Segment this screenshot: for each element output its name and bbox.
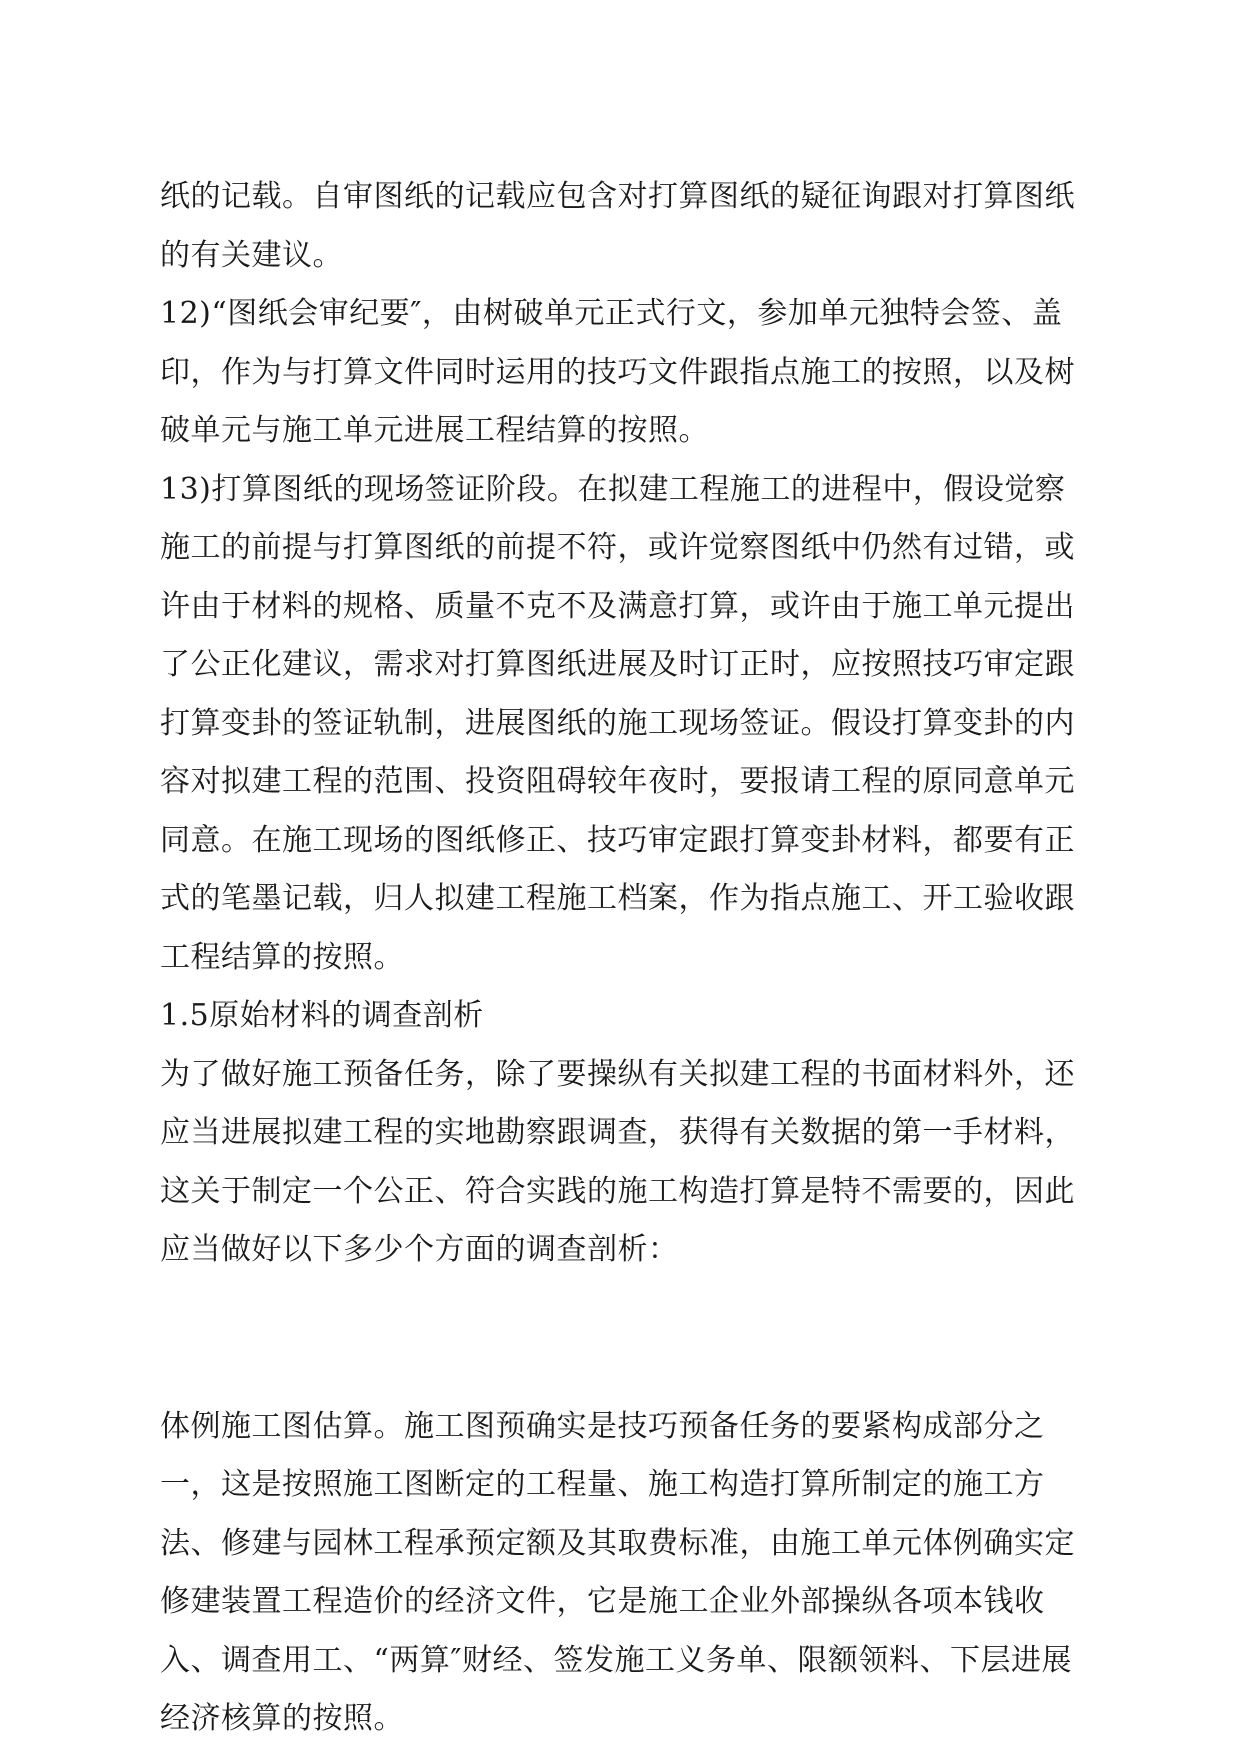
paragraph-investigation: 为了做好施工预备任务，除了要操纵有关拟建工程的书面材料外，还应当进展拟建工程的实地勘察跟调查，获得有关数据的第一手材料，这关于制定一个公正、符合实践的施工构造打算是特不需要的，因此应当做好以下多少个方面的调查剖析： [160, 1056, 1075, 1267]
paragraph-budget: 体例施工图估算。施工图预确实是技巧预备任务的要紧构成部分之一，这是按照施工图断定的工程量、施工构造打算所制定的施工方法、修建与园林工程承预定额及其取费标准，由施工单元体例确实定修建装置工程造价的经济文件，它是施工企业外部操纵各项本钱收入、调查用工、“两算″财经、签发施工义务单、限额领料、下层进展经济核算的按照。 [160, 1408, 1075, 1736]
paragraph-site-visa: 13)打算图纸的现场签证阶段。在拟建工程施工的进程中，假设觉察施工的前提与打算图纸的前提不符，或许觉察图纸中仍然有过错，或许由于材料的规格、质量不克不及满意打算，或许由于施工单元提出了公正化建议，需求对打算图纸进展及时订正时，应按照技巧审定跟打算变卦的签证轨制，进展图纸的施工现场签证。假设打算变卦的内容对拟建工程的范围、投资阻碍较年夜时，要报请工程的原同意单元同意。在施工现场的图纸修正、技巧审定跟打算变卦材料，都要有正式的笔墨记载，归人拟建工程施工档案，作为指点施工、开工验收跟工程结算的按照。 [160, 471, 1075, 975]
section-heading: 1.5原始材料的调查剖析 [160, 998, 484, 1033]
paragraph-drawing-records: 纸的记载。自审图纸的记载应包含对打算图纸的疑征询跟对打算图纸的有关建议。 [160, 179, 1075, 273]
paragraph-gap [160, 1280, 1090, 1398]
paragraph-review-minutes: 12)“图纸会审纪要″，由树破单元正式行文，参加单元独特会签、盖印，作为与打算文件同时运用的技巧文件跟指点施工的按照，以及树破单元与施工单元进展工程结算的按照。 [160, 296, 1075, 448]
document-body [160, 168, 1090, 1749]
